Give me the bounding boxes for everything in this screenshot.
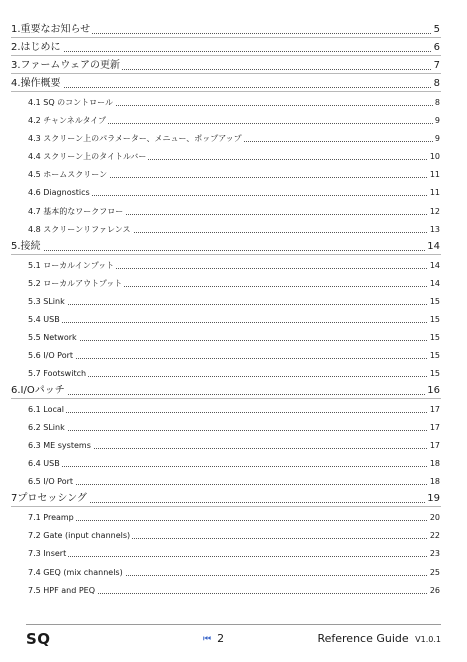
toc-entry-title: 6.I/Oパッチ	[11, 385, 65, 396]
toc-subsection-entry[interactable]	[0, 437, 467, 453]
toc-subsection-entry[interactable]	[0, 401, 467, 417]
toc-subsection-entry[interactable]	[0, 527, 467, 543]
toc-subsection-entry[interactable]	[0, 94, 467, 110]
toc-subsection-entry[interactable]	[0, 347, 467, 363]
toc-entry-title: 7.4 GEQ (mix channels)	[28, 567, 123, 577]
toc-entry-title: 7プロセッシング	[11, 493, 87, 505]
toc-section-entry[interactable]	[0, 58, 467, 74]
toc-entry-page: 9	[434, 134, 440, 144]
toc-subsection-entry[interactable]	[0, 329, 467, 345]
toc-entry-page: 25	[429, 567, 440, 577]
dot-leader	[30, 412, 437, 413]
toc-subsection-entry[interactable]	[0, 293, 467, 309]
toc-subsection-entry[interactable]	[0, 257, 467, 273]
toc-subsection-entry[interactable]	[0, 473, 467, 489]
toc-entry-page: 12	[429, 206, 440, 216]
toc-subsection-entry[interactable]	[0, 564, 467, 580]
toc-subsection-entry[interactable]	[0, 582, 467, 598]
toc-entry-page: 26	[429, 585, 440, 595]
dot-leader	[30, 376, 437, 377]
toc-entry-title: 7.5 HPF and PEQ	[28, 585, 96, 595]
toc-entry-title: 5.4 USB	[28, 314, 60, 324]
dot-leader	[30, 304, 437, 305]
page-navigation	[203, 632, 224, 645]
dot-leader	[30, 520, 437, 521]
toc-entry-page: 15	[429, 314, 440, 324]
dot-leader	[14, 250, 437, 251]
toc-entry-page: 10	[429, 152, 440, 162]
toc-subsection-entry[interactable]	[0, 545, 467, 561]
first-page-icon[interactable]: ⏮	[203, 633, 212, 644]
toc-subsection-entry[interactable]	[0, 365, 467, 381]
page-number: 2	[217, 632, 225, 645]
toc-section-entry[interactable]	[0, 22, 467, 38]
dot-leader	[30, 340, 437, 341]
footer-divider	[26, 624, 441, 625]
toc-entry-page: 11	[429, 188, 440, 198]
page-footer	[0, 622, 467, 662]
toc-entry-page: 7	[433, 60, 440, 72]
toc-subsection-entry[interactable]	[0, 130, 467, 146]
toc-entry-title: 6.5 I/O Port	[28, 477, 74, 487]
toc-entry-title: 5.2 ローカルアウトプット	[28, 278, 123, 288]
dot-leader	[30, 466, 437, 467]
toc-entry-title: 4.7 基本的なワークフロー	[28, 206, 124, 216]
toc-section-entry[interactable]	[0, 239, 467, 255]
toc-entry-page: 15	[429, 296, 440, 306]
dot-leader	[14, 51, 437, 52]
toc-entry-page: 17	[429, 441, 440, 451]
toc-entry-page: 22	[429, 531, 440, 541]
toc-subsection-entry[interactable]	[0, 419, 467, 435]
toc-entry-page: 18	[429, 477, 440, 487]
toc-subsection-entry[interactable]	[0, 203, 467, 219]
toc-entry-title: 4.1 SQ のコントロール	[28, 98, 114, 108]
toc-subsection-entry[interactable]	[0, 455, 467, 471]
toc-entry-page: 14	[429, 260, 440, 270]
toc-entry-page: 18	[429, 459, 440, 469]
toc-subsection-entry[interactable]	[0, 166, 467, 182]
toc-entry-title: 4.5 ホームスクリーン	[28, 170, 108, 180]
toc-entry-page: 15	[429, 350, 440, 360]
toc-entry-title: 4.3 スクリーン上のパラメーター、メニュー、ポップアップ	[28, 134, 242, 144]
toc-entry-page: 23	[429, 549, 440, 559]
toc-entry-title: 4.4 スクリーン上のタイトルバー	[28, 152, 147, 162]
toc-entry-title: 5.6 I/O Port	[28, 350, 74, 360]
toc-entry-title: 6.4 USB	[28, 459, 60, 469]
toc-entry-title: 5.3 SLink	[28, 296, 65, 306]
toc-entry-page: 19	[427, 493, 440, 505]
dot-leader	[14, 394, 437, 395]
section-underline	[11, 55, 441, 56]
toc-entry-title: 2.はじめに	[11, 42, 61, 54]
toc-entry-page: 13	[429, 224, 440, 234]
toc-entry-page: 14	[427, 240, 440, 252]
toc-entry-page: 9	[434, 116, 440, 126]
dot-leader	[14, 87, 437, 88]
toc-entry-page: 8	[434, 98, 440, 108]
dot-leader	[30, 322, 437, 323]
toc-entry-page: 11	[429, 170, 440, 180]
toc-subsection-entry[interactable]	[0, 509, 467, 525]
toc-entry-page: 6	[433, 42, 440, 54]
dot-leader	[30, 430, 437, 431]
toc-entry-title: 5.7 Footswitch	[28, 368, 87, 378]
toc-entry-title: 1.重要なお知らせ	[11, 24, 91, 35]
toc-entry-title: 6.2 SLink	[28, 423, 65, 433]
toc-entry-page: 20	[429, 513, 440, 523]
toc-subsection-entry[interactable]	[0, 275, 467, 291]
sq-logo: SQ	[26, 630, 51, 648]
guide-title-text: Reference Guide	[317, 632, 409, 645]
toc-entry-title: 5.1 ローカルインプット	[28, 260, 115, 270]
toc-section-entry[interactable]	[0, 491, 467, 507]
toc-entry-title: 4.2 チャンネルタイプ	[28, 116, 107, 126]
guide-version: V1.0.1	[415, 635, 441, 644]
toc-entry-title: 6.1 Local	[28, 405, 64, 415]
toc-entry-title: 7.2 Gate (input channels)	[28, 531, 131, 541]
toc-subsection-entry[interactable]	[0, 184, 467, 200]
guide-title	[317, 632, 441, 645]
section-underline	[11, 254, 441, 255]
toc-entry-page: 8	[433, 78, 440, 90]
toc-entry-title: 4.操作概要	[11, 78, 61, 90]
toc-entry-page: 17	[429, 423, 440, 433]
toc-entry-title: 7.3 Insert	[28, 549, 67, 559]
toc-subsection-entry[interactable]	[0, 311, 467, 327]
toc-entry-title: 7.1 Preamp	[28, 513, 74, 523]
section-underline	[11, 398, 441, 399]
toc-subsection-entry[interactable]	[0, 148, 467, 164]
toc-entry-page: 15	[429, 368, 440, 378]
toc-entry-title: 3.ファームウェアの更新	[11, 60, 120, 72]
toc-section-entry[interactable]	[0, 76, 467, 92]
toc-subsection-entry[interactable]	[0, 112, 467, 128]
toc-subsection-entry[interactable]	[0, 221, 467, 237]
dot-leader	[30, 484, 437, 485]
toc-entry-title: 5.接続	[11, 240, 41, 252]
section-underline	[11, 37, 441, 38]
toc-entry-page: 15	[429, 332, 440, 342]
toc-entry-page: 16	[427, 385, 440, 396]
toc-entry-page: 5	[433, 24, 440, 35]
section-underline	[11, 506, 441, 507]
toc-entry-title: 5.5 Network	[28, 332, 77, 342]
dot-leader	[30, 556, 437, 557]
section-underline	[11, 73, 441, 74]
toc-entry-title: 6.3 ME systems	[28, 441, 91, 451]
toc-entry-title: 4.6 Diagnostics	[28, 188, 90, 198]
section-underline	[11, 91, 441, 92]
toc-section-entry[interactable]	[0, 383, 467, 399]
toc-entry-title: 4.8 スクリーンリファレンス	[28, 224, 131, 234]
toc-section-entry[interactable]	[0, 40, 467, 56]
toc-entry-page: 14	[429, 278, 440, 288]
toc-entry-page: 17	[429, 405, 440, 415]
dot-leader	[30, 358, 437, 359]
